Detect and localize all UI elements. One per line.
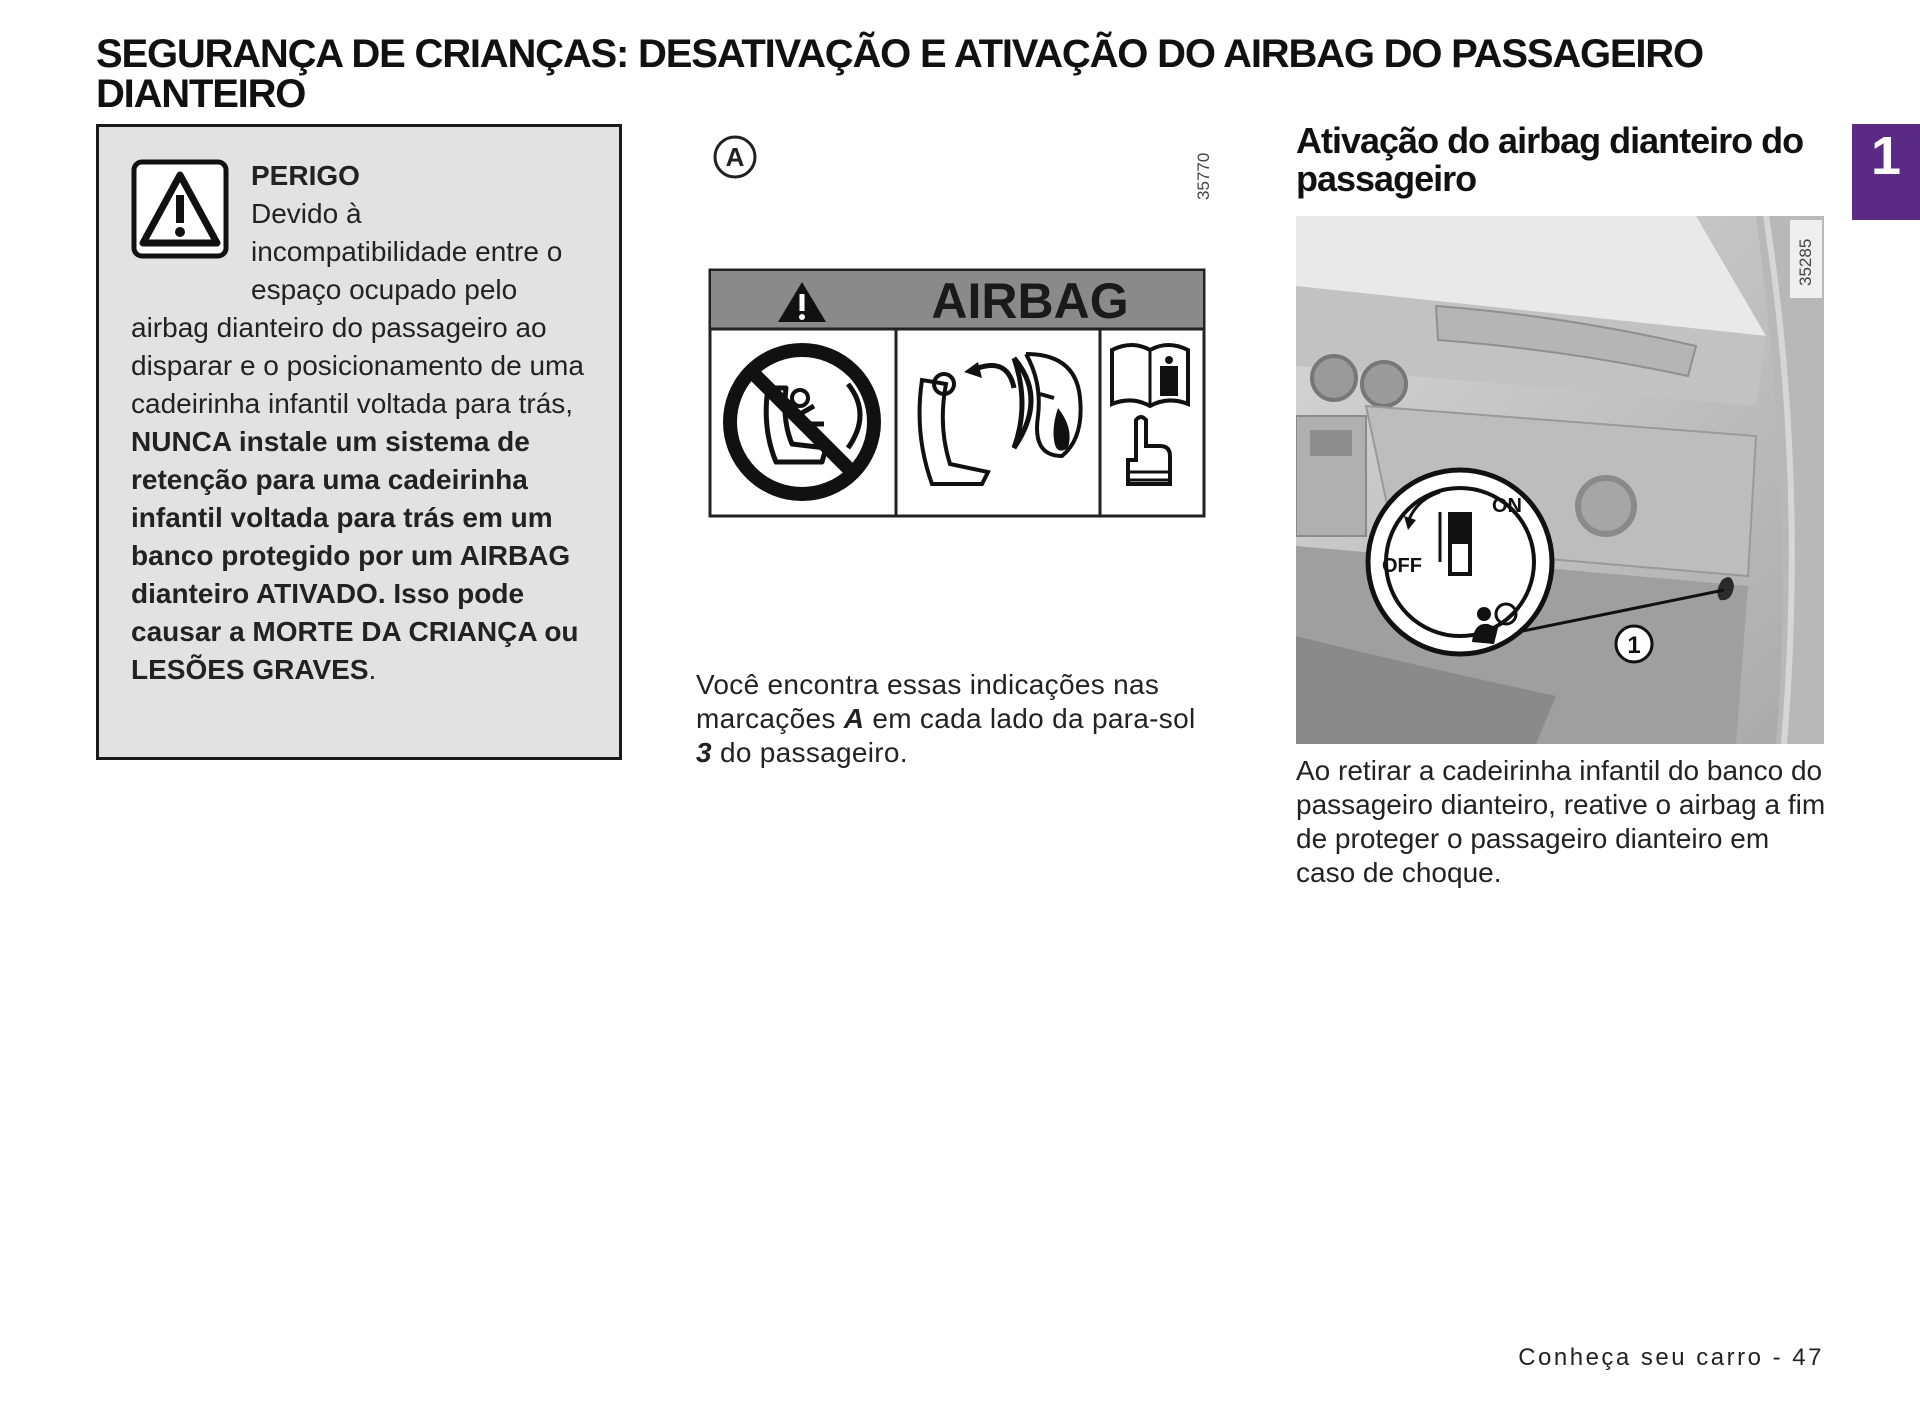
warning-triangle-icon [131, 159, 229, 259]
danger-line3: espaço ocupado pelo [251, 274, 518, 305]
callout-1: 1 [1627, 632, 1641, 659]
figure-number-a: 35770 [1194, 152, 1213, 200]
danger-heading: PERIGO [251, 160, 360, 191]
figure-number-photo: 35285 [1796, 238, 1815, 286]
section-title-activation: Ativação do airbag dianteiro do passageiro [1296, 120, 1804, 199]
switch-on-label: ON [1492, 495, 1522, 517]
switch-off-label: OFF [1382, 555, 1422, 577]
page-title [96, 34, 1856, 114]
no-rear-facing-seat-icon [730, 350, 874, 494]
danger-body-bold: NUNCA instale um sistema de retenção para uma cadeirinha infantil voltada para trás em um banco protegido por um AIRBAG dianteiro ATIVADO. Isso pode causar a MORTE DA CRIANÇA ou LESÕES GRAVES [131, 426, 579, 685]
note-ref-a: A [843, 703, 865, 734]
page-title-line2: DIANTEIRO [96, 72, 306, 116]
airbag-warning-label [708, 268, 1206, 518]
dashboard-switch-photo [1296, 216, 1824, 744]
airbag-markings-note [696, 668, 1210, 770]
danger-body-end: . [368, 654, 377, 685]
label-title: AIRBAG [931, 273, 1129, 329]
page-title-line1: SEGURANÇA DE CRIANÇAS: DESATIVAÇÃO E ATIVAÇÃO DO AIRBAG DO PASSAGEIRO [96, 32, 1703, 76]
activation-body: Ao retirar a cadeirinha infantil do banco do passageiro dianteiro, reative o airbag a fim de proteger o passageiro dianteiro em caso de choque. [1296, 755, 1826, 888]
note-ref-3: 3 [696, 737, 712, 768]
airbag-switch-zoom [1368, 470, 1552, 654]
note-part1: Você encontra essas indicações nas marcações [696, 669, 1160, 734]
note-part2: em cada lado da para-sol [864, 703, 1196, 734]
figure-marker-a [712, 134, 758, 180]
danger-warning-box [96, 124, 622, 760]
danger-line1: Devido à [251, 198, 362, 229]
danger-line2: incompatibilidade entre o [251, 236, 563, 267]
page-footer: Conheça seu carro - 47 [1518, 1344, 1824, 1371]
figure-marker-a-text: A [725, 142, 745, 172]
chapter-tab[interactable]: 1 [1852, 124, 1920, 220]
note-part3: do passageiro. [711, 737, 908, 768]
danger-body: airbag dianteiro do passageiro ao disparar e o posicionamento de uma cadeirinha infantil voltada para trás, [131, 312, 584, 419]
